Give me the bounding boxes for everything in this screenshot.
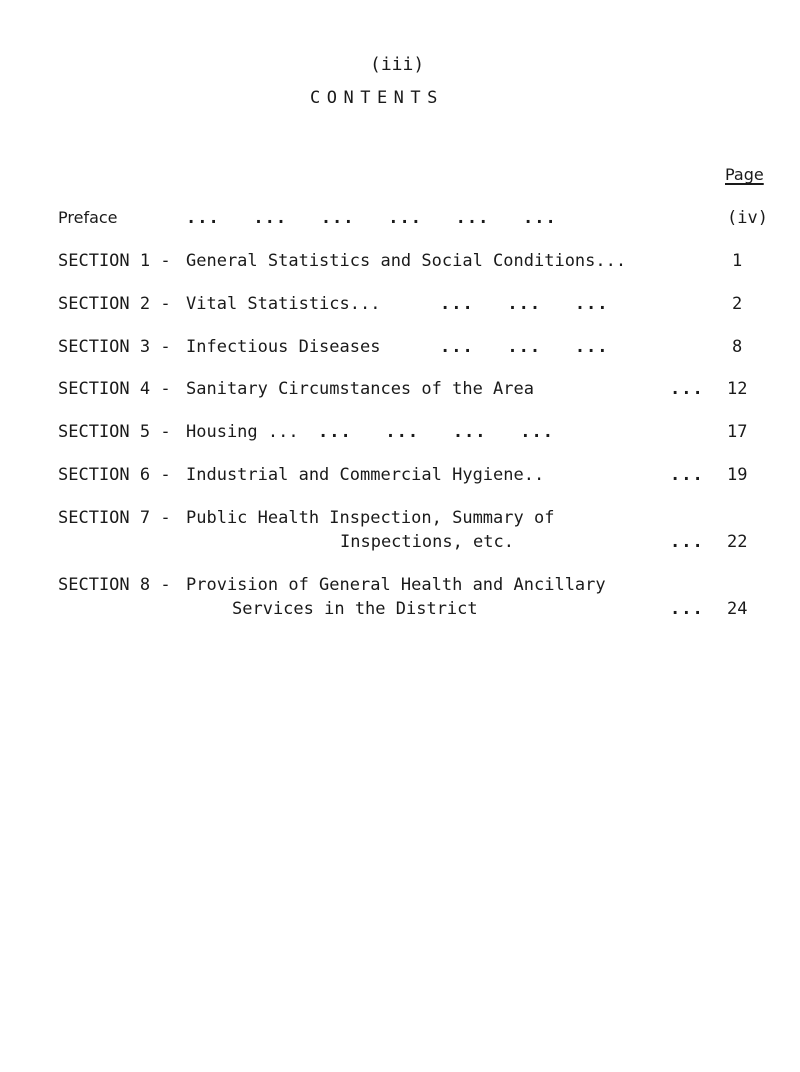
dot-leader: ... ... ... <box>440 294 609 314</box>
entry-page: 22 <box>727 532 748 552</box>
entry-page: 8 <box>732 337 743 357</box>
entry-title: Vital Statistics... <box>186 294 381 314</box>
entry-page: 17 <box>727 422 748 442</box>
entry-label: SECTION 1 - <box>58 251 171 271</box>
entry-title: Infectious Diseases <box>186 337 381 357</box>
entry-label: SECTION 8 - <box>58 575 171 595</box>
entry-page: 12 <box>727 379 748 399</box>
entry-title-continued: Inspections, etc. <box>340 532 514 552</box>
entry-page: 24 <box>727 599 748 619</box>
entry-label: SECTION 5 - <box>58 422 171 442</box>
entry-label: Preface <box>58 208 118 227</box>
entry-title: Industrial and Commercial Hygiene.. <box>186 465 545 485</box>
dot-leader: ... <box>670 532 704 552</box>
page-number: (iii) <box>370 54 425 75</box>
page-title: CONTENTS <box>310 88 444 108</box>
entry-title: Housing ... <box>186 422 299 442</box>
entry-title: Sanitary Circumstances of the Area <box>186 379 534 399</box>
entry-page: 19 <box>727 465 748 485</box>
entry-page: 1 <box>732 251 743 271</box>
dot-leader: ... <box>670 465 704 485</box>
entry-label: SECTION 6 - <box>58 465 171 485</box>
entry-label: SECTION 4 - <box>58 379 171 399</box>
entry-label: SECTION 2 - <box>58 294 171 314</box>
entry-title: Provision of General Health and Ancillary <box>186 575 606 595</box>
dot-leader: ... ... ... <box>440 337 609 357</box>
entry-title-continued: Services in the District <box>232 599 478 619</box>
dot-leader: ... <box>670 379 704 399</box>
entry-title: Public Health Inspection, Summary of <box>186 508 555 528</box>
page-column-heading: Page <box>725 165 764 184</box>
dot-leader: ... ... ... ... ... ... <box>186 208 557 228</box>
dot-leader: ... ... ... ... <box>318 422 554 442</box>
entry-label: SECTION 3 - <box>58 337 171 357</box>
entry-title: General Statistics and Social Conditions... <box>186 251 627 271</box>
entry-page: 2 <box>732 294 743 314</box>
entry-label: SECTION 7 - <box>58 508 171 528</box>
dot-leader: ... <box>670 599 704 619</box>
entry-page: (iv) <box>727 208 768 228</box>
